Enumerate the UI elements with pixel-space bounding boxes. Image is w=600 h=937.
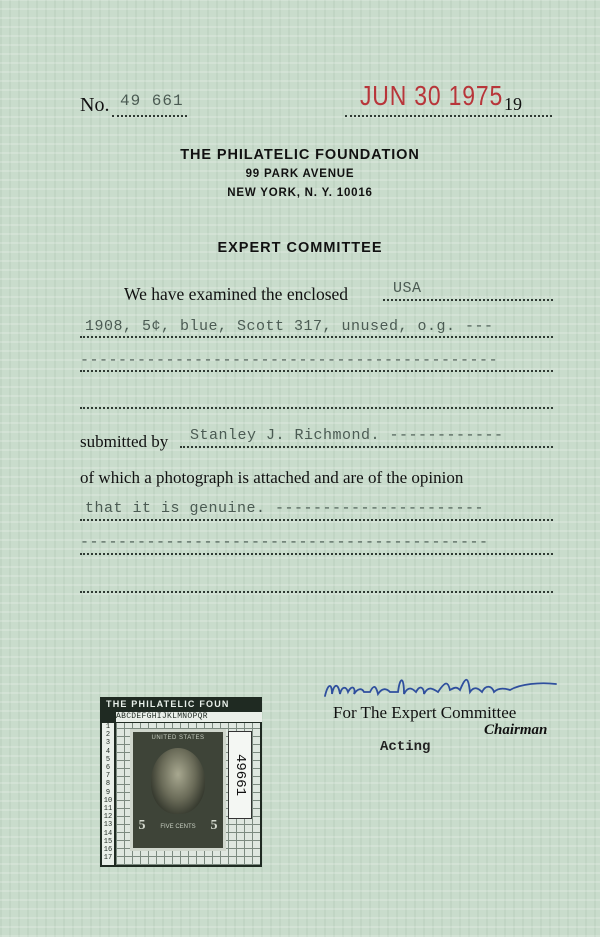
examined-underline [383,299,553,301]
stamp-country-text: UNITED STATES [151,735,205,741]
portrait-oval [151,748,205,814]
grid-row-number: 14 [103,829,113,838]
address-city: NEW YORK, N. Y. 10016 [227,187,373,199]
grid-letter-row: ABCDEFGHIJKLMNOPQR [116,712,262,722]
item-underline [80,336,553,338]
grid-row-number: 1 [105,723,111,731]
examined-value: USA [393,280,422,297]
chairman-label: Chairman [484,722,548,738]
grid-row-number: 3 [105,739,111,748]
certificate-number: 49 661 [120,92,184,110]
stamp-photo [130,729,226,851]
section-title: EXPERT COMMITTEE [217,240,383,256]
certificate-number-rotated: 49661 [232,753,248,797]
opinion-value: that it is genuine. ---------------------- [85,500,485,517]
grid-row-number: 7 [105,772,111,781]
number-label: No. [80,94,110,116]
number-underline [112,115,187,117]
grid-row-number: 13 [103,821,113,830]
grid-row-number: 5 [105,755,111,764]
stamp-value-text: FIVE CENTS [160,824,196,830]
certificate-number-label [228,731,252,819]
opinion-underline [80,519,553,521]
item-description: 1908, 5¢, blue, Scott 317, unused, o.g. --- [85,318,494,335]
grid-row-number: 4 [105,747,111,756]
grid-row-number: 16 [103,846,113,855]
grid-row-number: 9 [105,788,111,797]
year-prefix: 19 [504,94,522,114]
signature-image [320,668,570,708]
examined-label: We have examined the enclosed [124,284,349,304]
stamp-numeral-right: 5 [210,818,218,833]
grid-row-number: 10 [103,796,113,805]
grid-row-number: 11 [103,805,113,814]
blank-line [80,407,553,409]
stamp-numeral-left: 5 [138,818,146,833]
grid-row-number: 6 [105,764,111,773]
grid-row-number: 2 [105,731,111,740]
blank-line-2 [80,591,553,593]
grid-row-number: 17 [103,854,113,863]
grid-row-number: 12 [103,813,113,822]
organization-name: THE PHILATELIC FOUNDATION [180,147,420,163]
filler-dashes-2: ------------------------------------------- [80,534,489,551]
date-underline [345,115,552,117]
photo-statement: of which a photograph is attached and are of the opinion [80,468,464,487]
grid-number-column [102,723,114,865]
stamp-photo-panel [100,697,262,867]
grid-row-number: 15 [103,837,113,846]
filler-dashes-1: -------------------------------------------- [80,352,499,369]
filler-underline-2 [80,553,553,555]
submitted-value: Stanley J. Richmond. ------------ [190,427,504,444]
filler-underline-1 [80,370,553,372]
acting-label: Acting [380,739,431,755]
address-street: 99 PARK AVENUE [245,168,355,180]
for-committee-label: For The Expert Committee [333,703,517,722]
submitted-label: submitted by [80,432,169,451]
submitted-underline [180,446,553,448]
panel-header: THE PHILATELIC FOUN [106,699,230,709]
grid-row-number: 8 [105,780,111,789]
date-stamp: JUN 30 1975 [360,80,504,111]
